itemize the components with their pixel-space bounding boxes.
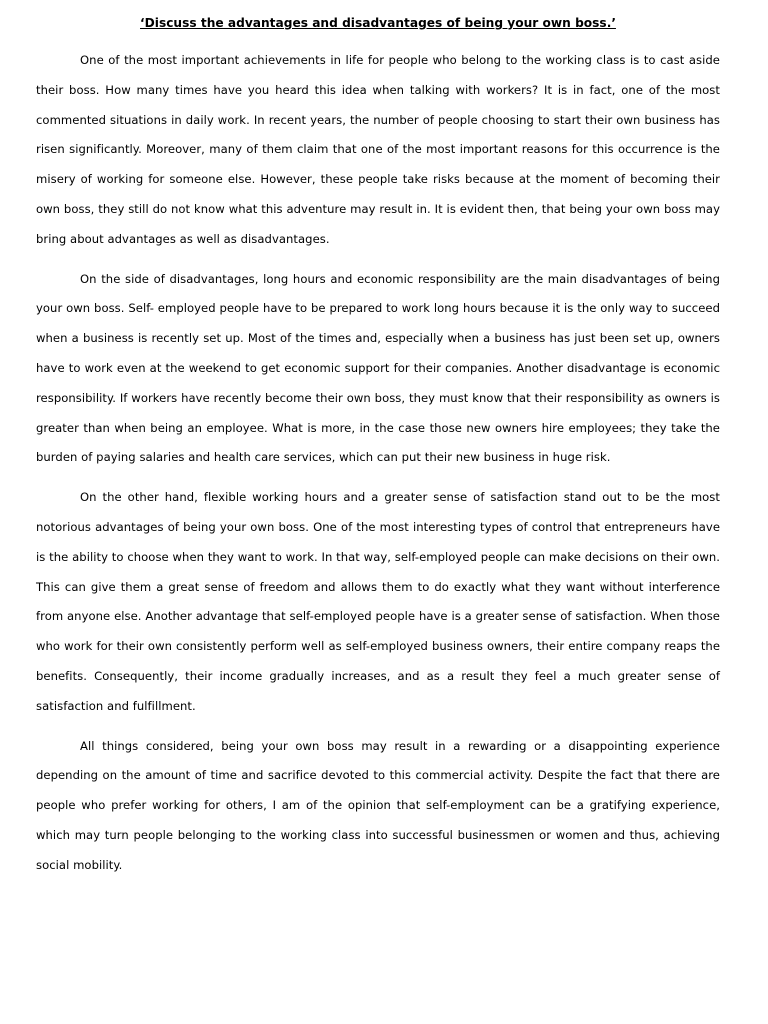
paragraph-conclusion: All things considered, being your own boss may result in a rewarding or a disappointing experience depending on the amount of time and sacrifice devoted to this commercial activity. Despite the fact that there are people who prefer working for others, I am of the opinion that self-employment can be a gratifying experience, which may turn people belonging to the working class into successful businessmen or women and thus, achieving social mobility. <box>36 738 720 872</box>
paragraph-advantages: On the other hand, flexible working hours and a greater sense of satisfaction stand out to be the most notorious advantages of being your own boss. One of the most interesting types of control that entrepreneurs have is the ability to choose when they want to work. In that way, self-employed people can make decisions on their own. This can give them a great sense of freedom and allows them to do exactly what they want without interference from anyone else. Another advantage that self-employed people have is a greater sense of satisfaction. When those who work for their own consistently perform well as self-employed business owners, their entire company reaps the benefits. Consequently, their income gradually increases, and as a result they feel a much greater sense of satisfaction and fulfillment. <box>36 490 720 713</box>
essay-title: ‘Discuss the advantages and disadvantages of being your own boss.’ <box>140 16 616 30</box>
essay-body <box>36 46 720 891</box>
paragraph-disadvantages: On the side of disadvantages, long hours and economic responsibility are the main disadvantages of being your own boss. Self- employed people have to be prepared to work long hours because it is the only way to succeed when a business is recently set up. Most of the times and, especially when a business has just been set up, owners have to work even at the weekend to get economic support for their companies. Another disadvantage is economic responsibility. If workers have recently become their own boss, they must know that their responsibility as owners is greater than when being an employee. What is more, in the case those new owners hire employees; they take the burden of paying salaries and health care services, which can put their new business in huge risk. <box>36 271 720 465</box>
paragraph-introduction: One of the most important achievements in life for people who belong to the working class is to cast aside their boss. How many times have you heard this idea when talking with workers? It is in fact, one of the most commented situations in daily work. In recent years, the number of people choosing to start their own business has risen significantly. Moreover, many of them claim that one of the most important reasons for this occurrence is the misery of working for someone else. However, these people take risks because at the moment of becoming their own boss, they still do not know what this adventure may result in. It is evident then, that being your own boss may bring about advantages as well as disadvantages. <box>36 53 720 246</box>
